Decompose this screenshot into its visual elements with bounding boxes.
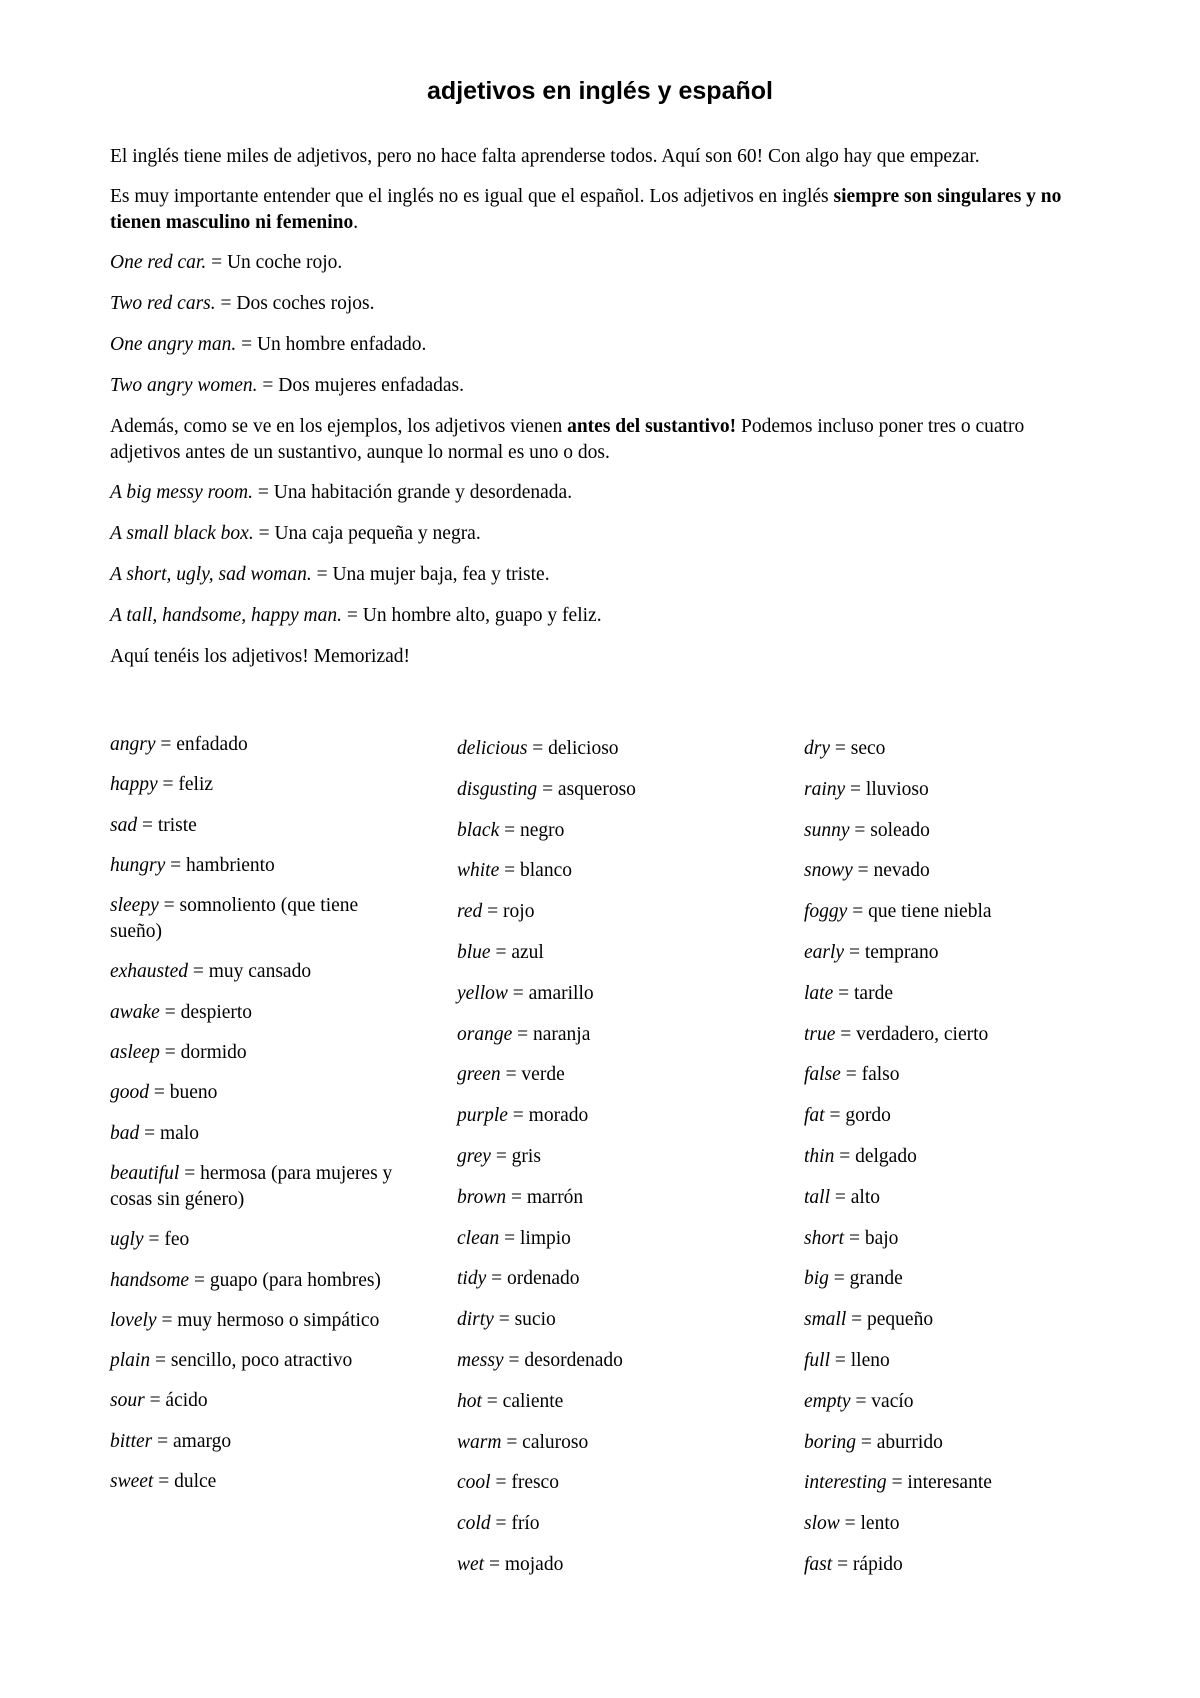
vocab-spanish: = pequeño bbox=[846, 1309, 934, 1331]
vocab-entry bbox=[110, 1469, 410, 1495]
vocab-entry bbox=[804, 1103, 1124, 1129]
intro-paragraph-3-emphasis: antes del sustantivo! bbox=[567, 416, 737, 437]
vocab-entry bbox=[804, 1062, 1124, 1088]
vocab-spanish: = lento bbox=[839, 1513, 900, 1535]
vocab-spanish: = dulce bbox=[153, 1471, 217, 1493]
vocab-english: small bbox=[804, 1309, 847, 1331]
vocab-entry bbox=[110, 1080, 410, 1106]
intro-paragraph-2-end: . bbox=[353, 212, 359, 233]
vocab-entry bbox=[804, 1226, 1124, 1252]
intro-paragraph-2-text: Es muy importante entender que el inglés no es igual que el español. Los adjetivos en inglés bbox=[110, 186, 834, 207]
vocab-entry bbox=[457, 1307, 777, 1333]
vocab-spanish: = vacío bbox=[850, 1390, 914, 1412]
vocab-english: sweet bbox=[110, 1471, 154, 1493]
vocab-entry bbox=[457, 1103, 777, 1129]
example-spanish: = Una caja pequeña y negra. bbox=[253, 523, 481, 544]
example-sentence bbox=[110, 603, 1095, 629]
vocab-entry bbox=[110, 1227, 410, 1253]
vocab-spanish: = gordo bbox=[824, 1105, 891, 1127]
example-english: Two angry women. bbox=[110, 375, 258, 396]
vocab-english: hungry bbox=[110, 854, 166, 876]
vocab-english: cold bbox=[457, 1513, 491, 1535]
example-sentence bbox=[110, 521, 1095, 547]
vocab-english: hot bbox=[457, 1390, 482, 1412]
vocab-spanish: = azul bbox=[490, 941, 544, 963]
vocab-english: lovely bbox=[110, 1309, 157, 1331]
vocab-spanish: = naranja bbox=[512, 1023, 591, 1045]
example-sentence bbox=[110, 480, 1095, 506]
example-spanish: = Un coche rojo. bbox=[206, 252, 343, 273]
vocab-spanish: = caliente bbox=[481, 1390, 564, 1412]
vocab-spanish: = sencillo, poco atractivo bbox=[150, 1350, 353, 1372]
vocab-entry bbox=[804, 818, 1124, 844]
vocab-spanish: = dormido bbox=[159, 1042, 247, 1064]
vocab-english: tall bbox=[804, 1186, 831, 1208]
vocab-spanish: = ácido bbox=[144, 1390, 208, 1412]
example-sentence bbox=[110, 291, 1095, 317]
intro-paragraph-3-end: Podemos incluso poner tres o cuatro adjetivos antes de un sustantivo, aunque lo normal es uno o dos. bbox=[110, 416, 1025, 463]
vocab-english: green bbox=[457, 1064, 501, 1086]
vocab-entry bbox=[457, 899, 777, 925]
vocab-entry bbox=[110, 1348, 410, 1374]
vocab-spanish: = feo bbox=[143, 1229, 190, 1251]
vocab-english: angry bbox=[110, 734, 156, 755]
vocab-spanish: = caluroso bbox=[501, 1431, 589, 1453]
vocab-entry bbox=[457, 940, 777, 966]
example-english: A short, ugly, sad woman. bbox=[110, 564, 312, 585]
vocab-entry bbox=[457, 1430, 777, 1456]
vocab-entry bbox=[457, 1470, 777, 1496]
example-spanish: = Dos coches rojos. bbox=[215, 293, 375, 314]
vocab-english: interesting bbox=[804, 1472, 887, 1494]
vocab-spanish: = que tiene niebla bbox=[847, 901, 992, 923]
vocab-spanish: = delicioso bbox=[527, 738, 619, 759]
vocab-english: white bbox=[457, 860, 500, 882]
vocab-english: thin bbox=[804, 1145, 835, 1167]
example-english: One angry man. bbox=[110, 334, 237, 355]
vocab-spanish: = delgado bbox=[834, 1145, 917, 1167]
vocab-entry bbox=[110, 1308, 410, 1334]
vocab-english: bad bbox=[110, 1122, 140, 1144]
vocab-entry bbox=[110, 959, 410, 985]
vocab-spanish: = sucio bbox=[493, 1309, 556, 1331]
vocab-english: wet bbox=[457, 1553, 485, 1575]
vocab-english: rainy bbox=[804, 778, 846, 800]
vocab-entry bbox=[804, 1185, 1124, 1211]
vocab-entry bbox=[804, 1430, 1124, 1456]
vocab-entry bbox=[804, 858, 1124, 884]
example-sentence bbox=[110, 373, 1095, 399]
vocab-spanish: = amarillo bbox=[507, 982, 594, 1004]
vocab-entry bbox=[804, 1022, 1124, 1048]
vocab-spanish: = rápido bbox=[832, 1553, 903, 1575]
vocab-spanish: = frío bbox=[490, 1513, 540, 1535]
example-english: One red car. bbox=[110, 252, 207, 273]
vocab-spanish: = hermosa (para mujeres y cosas sin género) bbox=[110, 1162, 393, 1210]
intro-paragraph-3-text: Además, como se ve en los ejemplos, los adjetivos vienen bbox=[110, 416, 568, 437]
vocab-entry bbox=[804, 1144, 1124, 1170]
closing-line: Aquí tenéis los adjetivos! Memorizad! bbox=[110, 646, 411, 667]
vocab-english: blue bbox=[457, 941, 491, 963]
vocab-spanish: = soleado bbox=[849, 819, 930, 841]
vocab-english: plain bbox=[110, 1350, 151, 1372]
vocab-english: ugly bbox=[110, 1229, 144, 1251]
example-english: A big messy room. bbox=[110, 482, 253, 503]
vocab-spanish: = feliz bbox=[157, 774, 214, 796]
vocab-english: snowy bbox=[804, 860, 853, 882]
vocab-english: sunny bbox=[804, 819, 850, 841]
vocab-entry bbox=[457, 1266, 777, 1292]
vocab-spanish: = desordenado bbox=[503, 1349, 623, 1371]
vocab-entry bbox=[110, 1040, 410, 1066]
vocab-english: bitter bbox=[110, 1430, 153, 1452]
vocab-entry bbox=[110, 1121, 410, 1147]
vocab-english: big bbox=[804, 1268, 829, 1290]
vocab-entry bbox=[457, 981, 777, 1007]
vocab-entry bbox=[804, 981, 1124, 1007]
vocab-english: dry bbox=[804, 738, 830, 759]
vocab-english: red bbox=[457, 901, 483, 923]
vocab-spanish: = tarde bbox=[833, 982, 893, 1004]
vocab-entry bbox=[457, 858, 777, 884]
vocab-entry bbox=[457, 1552, 777, 1578]
vocab-spanish: = morado bbox=[507, 1105, 589, 1127]
vocab-spanish: = enfadado bbox=[155, 734, 248, 755]
vocab-entry bbox=[457, 777, 777, 803]
vocab-spanish: = amargo bbox=[152, 1430, 232, 1452]
vocab-english: grey bbox=[457, 1145, 491, 1167]
vocab-spanish: = somnoliento (que tiene sueño) bbox=[110, 895, 359, 943]
vocab-spanish: = triste bbox=[137, 814, 197, 836]
vocab-spanish: = lleno bbox=[830, 1349, 890, 1371]
vocab-spanish: = alto bbox=[830, 1186, 881, 1208]
vocab-spanish: = mojado bbox=[484, 1553, 564, 1575]
vocab-spanish: = marrón bbox=[506, 1186, 584, 1208]
intro-paragraph-3 bbox=[110, 414, 1095, 466]
vocab-entry bbox=[457, 736, 777, 762]
vocab-english: fat bbox=[804, 1105, 825, 1127]
intro-paragraph-2-emphasis: siempre son singulares y no tienen masculino ni femenino bbox=[110, 186, 1062, 233]
vocab-entry bbox=[804, 1470, 1124, 1496]
vocab-english: dirty bbox=[457, 1309, 494, 1331]
vocab-english: boring bbox=[804, 1431, 857, 1453]
vocab-english: beautiful bbox=[110, 1162, 180, 1184]
vocab-spanish: = guapo (para hombres) bbox=[189, 1269, 381, 1291]
vocab-spanish: = aburrido bbox=[856, 1431, 943, 1453]
vocab-english: yellow bbox=[457, 982, 508, 1004]
vocab-entry bbox=[804, 899, 1124, 925]
vocab-entry bbox=[457, 1062, 777, 1088]
vocab-entry bbox=[457, 1348, 777, 1374]
vocab-spanish: = blanco bbox=[499, 860, 572, 882]
example-spanish: = Una habitación grande y desordenada. bbox=[253, 482, 573, 503]
vocab-entry bbox=[110, 853, 410, 879]
vocab-entry bbox=[804, 1307, 1124, 1333]
vocab-english: full bbox=[804, 1349, 831, 1371]
vocab-english: true bbox=[804, 1023, 836, 1045]
vocab-english: slow bbox=[804, 1513, 840, 1535]
vocab-english: exhausted bbox=[110, 961, 188, 983]
vocab-english: late bbox=[804, 982, 834, 1004]
vocab-entry bbox=[804, 940, 1124, 966]
vocab-english: asleep bbox=[110, 1042, 160, 1064]
intro-paragraph-2 bbox=[110, 184, 1095, 236]
vocab-spanish: = nevado bbox=[852, 860, 930, 882]
vocab-english: black bbox=[457, 819, 500, 841]
example-spanish: = Un hombre alto, guapo y feliz. bbox=[342, 605, 602, 626]
vocab-entry bbox=[457, 1185, 777, 1211]
vocab-english: tidy bbox=[457, 1268, 487, 1290]
vocab-entry bbox=[457, 1389, 777, 1415]
example-english: A small black box. bbox=[110, 523, 254, 544]
vocab-spanish: = grande bbox=[828, 1268, 903, 1290]
example-spanish: = Un hombre enfadado. bbox=[236, 334, 427, 355]
vocab-column-1 bbox=[110, 732, 410, 1509]
vocab-entry bbox=[457, 1226, 777, 1252]
example-spanish: = Dos mujeres enfadadas. bbox=[257, 375, 465, 396]
vocab-spanish: = ordenado bbox=[486, 1268, 580, 1290]
vocab-spanish: = lluvioso bbox=[845, 778, 929, 800]
vocab-english: awake bbox=[110, 1001, 160, 1023]
vocab-entry bbox=[457, 1511, 777, 1537]
vocab-spanish: = muy cansado bbox=[187, 961, 312, 983]
vocab-english: short bbox=[804, 1227, 845, 1249]
vocab-entry bbox=[804, 1552, 1124, 1578]
vocab-spanish: = rojo bbox=[482, 901, 535, 923]
vocab-entry bbox=[804, 736, 1124, 762]
vocab-entry bbox=[110, 1268, 410, 1294]
vocab-english: purple bbox=[457, 1105, 508, 1127]
vocab-entry bbox=[804, 1266, 1124, 1292]
vocab-english: early bbox=[804, 941, 845, 963]
vocab-spanish: = negro bbox=[499, 819, 565, 841]
vocab-entry bbox=[110, 772, 410, 798]
vocab-entry bbox=[457, 1144, 777, 1170]
vocab-english: foggy bbox=[804, 901, 848, 923]
vocab-entry bbox=[110, 1000, 410, 1026]
vocab-spanish: = bueno bbox=[149, 1082, 218, 1104]
vocab-entry bbox=[110, 1429, 410, 1455]
example-sentence bbox=[110, 332, 1095, 358]
vocab-spanish: = despierto bbox=[159, 1001, 253, 1023]
vocab-english: handsome bbox=[110, 1269, 190, 1291]
vocab-spanish: = falso bbox=[840, 1064, 900, 1086]
vocab-english: messy bbox=[457, 1349, 504, 1371]
vocab-spanish: = asqueroso bbox=[537, 778, 636, 800]
vocab-spanish: = seco bbox=[830, 738, 886, 759]
vocab-entry bbox=[110, 1388, 410, 1414]
vocab-spanish: = verde bbox=[500, 1064, 565, 1086]
example-sentence bbox=[110, 562, 1095, 588]
intro-section bbox=[110, 144, 1095, 684]
vocab-english: sleepy bbox=[110, 895, 159, 917]
vocab-english: sour bbox=[110, 1390, 145, 1412]
example-english: A tall, handsome, happy man. bbox=[110, 605, 343, 626]
intro-paragraph-1: El inglés tiene miles de adjetivos, pero no hace falta aprenderse todos. Aquí son 60! Con algo hay que empezar. bbox=[110, 146, 980, 167]
vocab-spanish: = bajo bbox=[844, 1227, 899, 1249]
page-title: adjetivos en inglés y español bbox=[427, 77, 773, 105]
vocab-english: good bbox=[110, 1082, 149, 1104]
vocab-spanish: = malo bbox=[139, 1122, 199, 1144]
vocab-english: fast bbox=[804, 1553, 833, 1575]
vocab-entry bbox=[804, 777, 1124, 803]
vocab-spanish: = limpio bbox=[499, 1227, 571, 1249]
vocab-english: sad bbox=[110, 814, 138, 836]
vocab-english: happy bbox=[110, 774, 158, 796]
vocab-entry bbox=[110, 813, 410, 839]
vocab-english: clean bbox=[457, 1227, 500, 1249]
vocab-spanish: = muy hermoso o simpático bbox=[156, 1309, 380, 1331]
vocab-column-2 bbox=[457, 736, 777, 1593]
vocab-entry bbox=[457, 818, 777, 844]
vocab-entry bbox=[110, 1161, 410, 1213]
vocab-spanish: = gris bbox=[490, 1145, 541, 1167]
vocab-english: delicious bbox=[457, 738, 528, 759]
vocab-english: empty bbox=[804, 1390, 851, 1412]
vocab-spanish: = verdadero, cierto bbox=[835, 1023, 989, 1045]
example-sentence bbox=[110, 250, 1095, 276]
vocab-english: cool bbox=[457, 1472, 491, 1494]
vocab-english: orange bbox=[457, 1023, 513, 1045]
vocab-entry bbox=[804, 1389, 1124, 1415]
example-spanish: = Una mujer baja, fea y triste. bbox=[311, 564, 550, 585]
vocab-entry bbox=[804, 1511, 1124, 1537]
vocab-entry bbox=[804, 1348, 1124, 1374]
vocab-english: disgusting bbox=[457, 778, 538, 800]
vocab-spanish: = fresco bbox=[490, 1472, 559, 1494]
vocab-english: false bbox=[804, 1064, 841, 1086]
vocab-spanish: = hambriento bbox=[165, 854, 275, 876]
example-english: Two red cars. bbox=[110, 293, 216, 314]
vocab-spanish: = temprano bbox=[844, 941, 939, 963]
vocab-english: warm bbox=[457, 1431, 502, 1453]
vocab-column-3 bbox=[804, 736, 1124, 1593]
vocab-english: brown bbox=[457, 1186, 507, 1208]
vocab-entry bbox=[110, 732, 410, 758]
vocab-spanish: = interesante bbox=[886, 1472, 992, 1494]
vocab-entry bbox=[457, 1022, 777, 1048]
vocab-entry bbox=[110, 893, 410, 945]
